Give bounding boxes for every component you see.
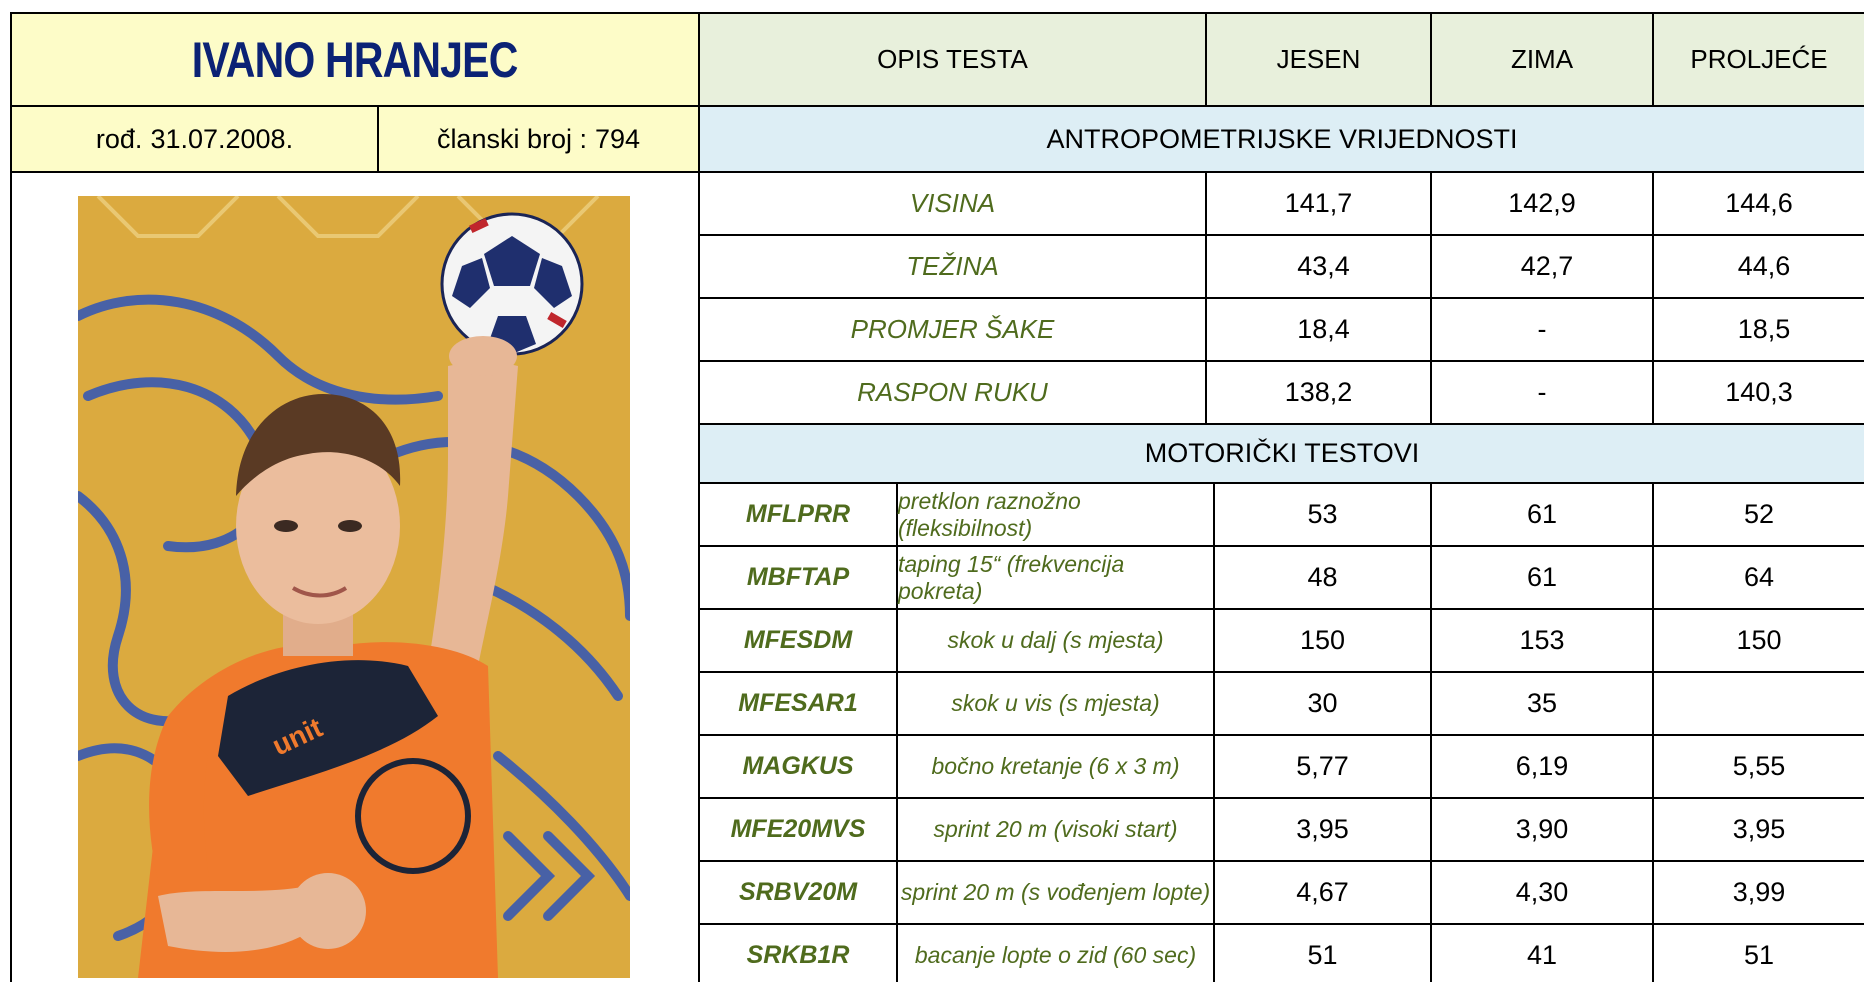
- table-row: [698, 799, 1864, 862]
- section-motor-title: MOTORIČKI TESTOVI: [1144, 438, 1420, 468]
- table-row: [698, 862, 1864, 925]
- table-row: [698, 736, 1864, 799]
- test-code: MAGKUS: [700, 736, 898, 797]
- test-code: MBFTAP: [700, 547, 898, 608]
- test-code: SRKB1R: [700, 925, 898, 982]
- measure-label: VISINA: [700, 173, 1207, 234]
- table-header-row: [698, 12, 1864, 107]
- value-spring: 18,5: [1737, 314, 1791, 344]
- member-number: 794: [595, 123, 641, 154]
- test-code: MFE20MVS: [700, 799, 898, 860]
- value-autumn: 141,7: [1207, 173, 1432, 234]
- table-row: [698, 362, 1864, 425]
- table-row: [698, 547, 1864, 610]
- value-spring: 64: [1743, 562, 1775, 592]
- test-name: sprint 20 m (visoki start): [898, 799, 1215, 860]
- value-spring: 5,55: [1732, 751, 1786, 781]
- test-name: bočno kretanje (6 x 3 m): [898, 736, 1215, 797]
- test-code: MFESDM: [700, 610, 898, 671]
- value-autumn: 4,67: [1215, 862, 1432, 923]
- value-winter: 61: [1432, 484, 1654, 545]
- value-autumn: 48: [1215, 547, 1432, 608]
- value-winter: 42,7: [1432, 236, 1654, 297]
- header-winter: ZIMA: [1432, 14, 1654, 105]
- test-code: SRBV20M: [700, 862, 898, 923]
- value-spring: 144,6: [1725, 188, 1793, 218]
- player-name: IVANO HRANJEC: [192, 31, 518, 88]
- section-anthropometric-title: ANTROPOMETRIJSKE VRIJEDNOSTI: [1046, 123, 1518, 154]
- value-autumn: 18,4: [1207, 299, 1432, 360]
- table-row: [698, 673, 1864, 736]
- value-autumn: 138,2: [1207, 362, 1432, 423]
- test-name: pretklon raznožno (fleksibilnost): [898, 484, 1215, 545]
- value-winter: 142,9: [1432, 173, 1654, 234]
- value-autumn: 53: [1215, 484, 1432, 545]
- value-winter: 41: [1432, 925, 1654, 982]
- value-spring: 3,95: [1732, 814, 1786, 844]
- value-winter: 61: [1432, 547, 1654, 608]
- svg-text:unit: unit: [267, 711, 328, 762]
- measure-label: RASPON RUKU: [700, 362, 1207, 423]
- value-spring: 51: [1743, 940, 1775, 970]
- member-label: članski broj :: [436, 123, 587, 154]
- value-spring: 52: [1743, 499, 1775, 529]
- value-winter: -: [1432, 362, 1654, 423]
- value-autumn: 150: [1215, 610, 1432, 671]
- measure-label: PROMJER ŠAKE: [700, 299, 1207, 360]
- birth-label: rođ.: [95, 123, 143, 154]
- header-autumn: JESEN: [1207, 14, 1432, 105]
- value-winter: 6,19: [1432, 736, 1654, 797]
- table-row: [698, 610, 1864, 673]
- table-row: [698, 925, 1864, 982]
- measure-label: TEŽINA: [700, 236, 1207, 297]
- value-spring: 150: [1736, 625, 1782, 655]
- value-spring: 140,3: [1725, 377, 1793, 407]
- section-motor: [698, 425, 1864, 484]
- value-winter: 3,90: [1432, 799, 1654, 860]
- player-meta-row: [10, 107, 700, 173]
- test-name: skok u dalj (s mjesta): [898, 610, 1215, 671]
- table-row: [698, 484, 1864, 547]
- value-spring: 44,6: [1737, 251, 1791, 281]
- birth-date: 31.07.2008.: [150, 123, 294, 154]
- value-autumn: 30: [1215, 673, 1432, 734]
- member-number-cell: [379, 107, 698, 171]
- value-autumn: 3,95: [1215, 799, 1432, 860]
- table-row: [698, 173, 1864, 236]
- test-name: skok u vis (s mjesta): [898, 673, 1215, 734]
- test-name: bacanje lopte o zid (60 sec): [898, 925, 1215, 982]
- value-autumn: 5,77: [1215, 736, 1432, 797]
- test-code: MFLPRR: [700, 484, 898, 545]
- section-anthropometric: [698, 107, 1864, 173]
- results-table: [698, 12, 1864, 982]
- value-winter: 35: [1432, 673, 1654, 734]
- header-spring: PROLJEĆE: [1690, 44, 1828, 74]
- value-spring: 3,99: [1732, 877, 1786, 907]
- player-photo: [78, 196, 630, 978]
- value-autumn: 43,4: [1207, 236, 1432, 297]
- value-winter: -: [1432, 299, 1654, 360]
- test-name: sprint 20 m (s vođenjem lopte): [898, 862, 1215, 923]
- birth-date-cell: [12, 107, 379, 171]
- player-name-cell: [10, 12, 700, 107]
- header-description: OPIS TESTA: [700, 14, 1207, 105]
- value-spring: [1654, 673, 1864, 734]
- table-row: [698, 299, 1864, 362]
- value-winter: 153: [1432, 610, 1654, 671]
- test-code: MFESAR1: [700, 673, 898, 734]
- value-autumn: 51: [1215, 925, 1432, 982]
- test-name: taping 15“ (frekvencija pokreta): [898, 547, 1215, 608]
- table-row: [698, 236, 1864, 299]
- value-winter: 4,30: [1432, 862, 1654, 923]
